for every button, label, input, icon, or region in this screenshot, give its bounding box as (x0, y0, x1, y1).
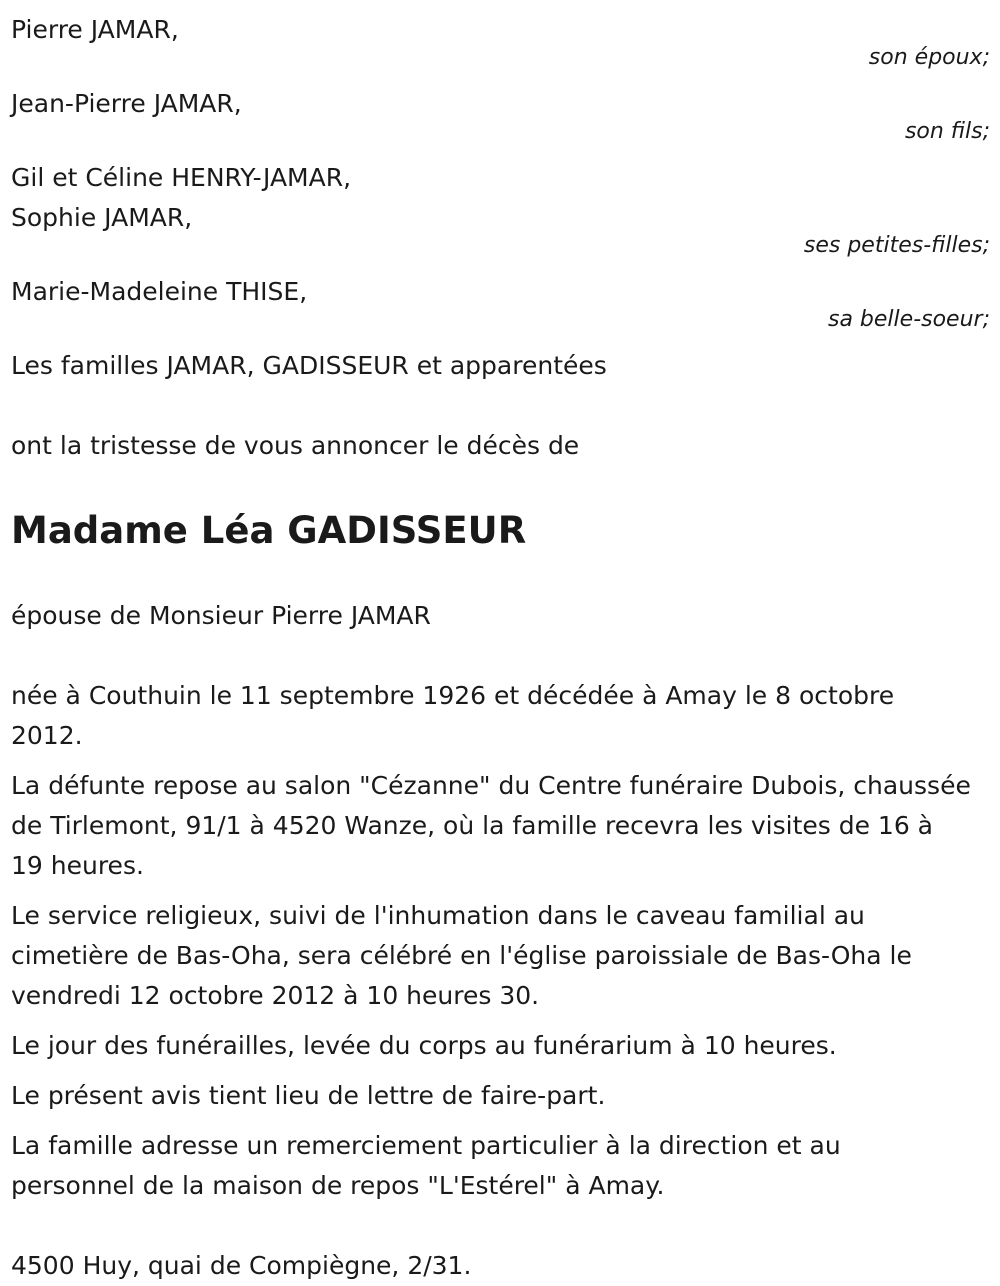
service-paragraph: Le service religieux, suivi de l'inhumation dans le caveau familial au cimetière de Bas-Oha, sera célébré en l'église paroissiale de Bas-Oha le vendredi 12 octobre 2012 à 10 heures 30. (11, 901, 912, 1010)
family-relation: son fils; (904, 119, 990, 144)
spouse-line: épouse de Monsieur Pierre JAMAR (11, 601, 431, 630)
address-line: 4500 Huy, quai de Compiègne, 2/31. (11, 1251, 472, 1280)
family-group-granddaughters (11, 158, 990, 258)
notice-paragraph: Le présent avis tient lieu de lettre de faire-part. (11, 1081, 606, 1110)
family-group-sister-in-law (11, 272, 990, 332)
family-relation: sa belle-soeur; (828, 307, 990, 332)
thanks-paragraph: La famille adresse un remerciement particulier à la direction et au personnel de la maison de repos "L'Estérel" à Amay. (11, 1131, 841, 1200)
family-relation: son époux; (868, 45, 990, 70)
family-name: Jean-Pierre JAMAR, (11, 89, 242, 118)
family-name: Gil et Céline HENRY-JAMAR, (11, 163, 352, 192)
deceased-name: Madame Léa GADISSEUR (11, 509, 527, 552)
viewing-paragraph: La défunte repose au salon "Cézanne" du Centre funéraire Dubois, chaussée de Tirlemont, 91/1 à 4520 Wanze, où la famille recevra les visites de 16 à 19 heures. (11, 771, 971, 880)
family-group-spouse (11, 10, 990, 70)
family-name: Sophie JAMAR, (11, 203, 193, 232)
families-line: Les familles JAMAR, GADISSEUR et apparentées (11, 351, 607, 380)
family-group-son (11, 84, 990, 144)
family-relation: ses petites-filles; (803, 233, 990, 258)
family-name: Pierre JAMAR, (11, 15, 179, 44)
family-name: Marie-Madeleine THISE, (11, 277, 308, 306)
birth-death-paragraph: née à Couthuin le 11 septembre 1926 et décédée à Amay le 8 octobre 2012. (11, 681, 895, 750)
announcement-line: ont la tristesse de vous annoncer le décès de (11, 431, 580, 460)
funeral-day-paragraph: Le jour des funérailles, levée du corps au funérarium à 10 heures. (11, 1031, 837, 1060)
